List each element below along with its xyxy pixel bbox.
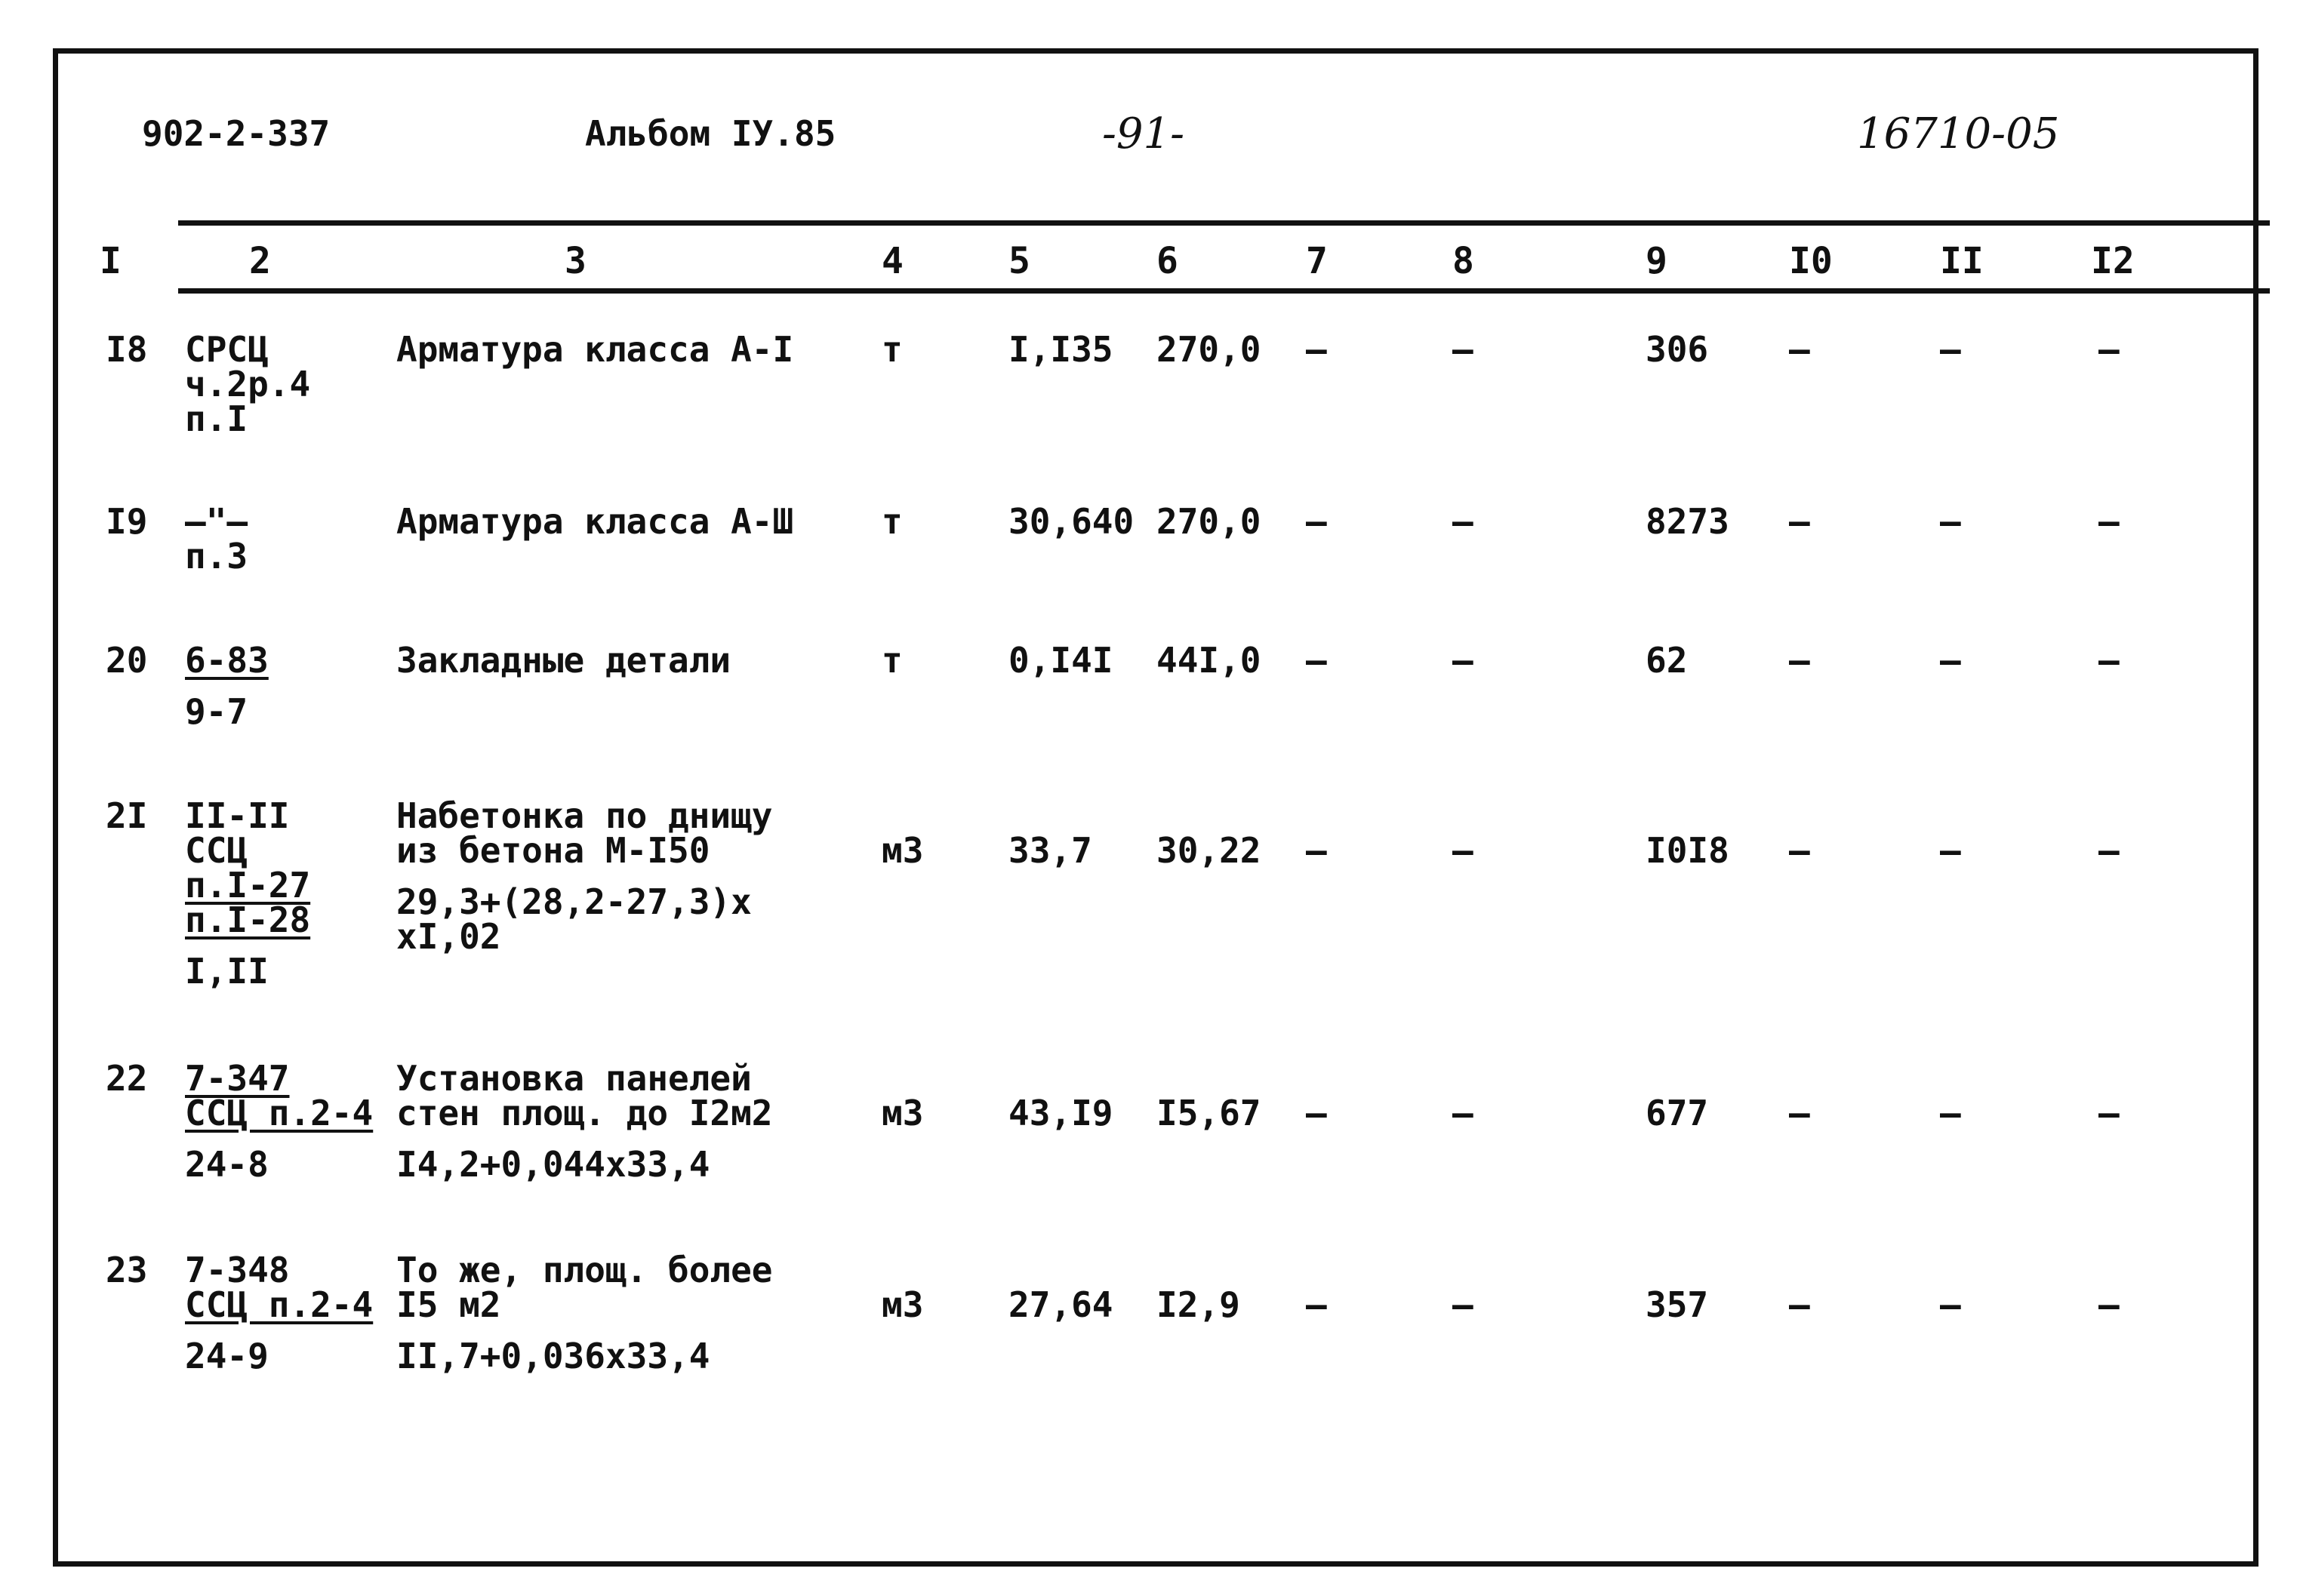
ref-line: 6-83 [185,640,269,681]
total-cell: 357 [1646,1284,1709,1325]
price-cell: 270,0 [1156,329,1261,370]
page-number: -91- [1102,109,1185,158]
col11-cell: – [1940,830,1961,871]
unit-cell: м3 [882,1284,924,1325]
row-number: I8 [106,329,148,370]
col-header: 6 [1156,240,1178,282]
col10-cell: – [1789,1093,1810,1133]
col10-cell: – [1789,501,1810,542]
description-line: Арматура класса А-I [396,329,794,370]
description-cell [396,329,794,370]
col-header: I [100,240,122,282]
ref-line: п.I-27 [185,865,311,906]
description-line: То же, площ. более [396,1250,773,1290]
description-line: Установка панелей [396,1058,752,1099]
row-number: 20 [106,640,148,681]
col10-cell: – [1789,640,1810,681]
ref-line: СРСЦ [185,329,269,370]
quantity-cell: 0,I4I [1008,640,1113,681]
ref-line: 24-9 [185,1336,269,1376]
col12-cell: – [2098,501,2120,542]
total-cell: 677 [1646,1093,1709,1133]
quantity-cell: 43,I9 [1008,1093,1113,1133]
header-rule-bottom [178,288,2270,294]
ref-line: ССЦ [185,830,248,871]
calculation-line: II,7+0,036х33,4 [396,1336,710,1376]
quantity-cell: 27,64 [1008,1284,1113,1325]
col-header: 2 [249,240,271,282]
reference-cell [185,329,311,439]
quantity-cell: 30,640 [1008,501,1135,542]
row-number: 2I [106,795,148,836]
col11-cell: – [1940,1093,1961,1133]
col-header: 3 [565,240,587,282]
col10-cell: – [1789,830,1810,871]
ref-line: ССЦ п.2-4 [185,1093,374,1133]
col7-cell: – [1306,640,1327,681]
ref-line: I,II [185,951,269,992]
reference-cell [185,501,248,577]
description-line: Арматура класса А-Ш [396,501,794,542]
document-code: 16710-05 [1857,109,2060,158]
col12-cell: – [2098,640,2120,681]
col-header: 5 [1008,240,1030,282]
price-cell: 270,0 [1156,501,1261,542]
col-header: I2 [2091,240,2135,282]
project-code: 902-2-337 [142,113,331,154]
reference-cell [185,795,311,992]
unit-cell: м3 [882,1093,924,1133]
header-rule-top [178,220,2270,226]
col-header: 8 [1452,240,1474,282]
album-label: Альбом IУ.85 [585,113,836,154]
col-header: 9 [1646,240,1667,282]
unit-cell: т [882,640,903,681]
ref-line: II-II [185,795,290,836]
col10-cell: – [1789,329,1810,370]
total-cell: 8273 [1646,501,1729,542]
description-line: стен площ. до I2м2 [396,1093,773,1133]
page-frame [53,48,2258,1567]
description-line: I5 м2 [396,1284,501,1325]
unit-cell: т [882,501,903,542]
col11-cell: – [1940,640,1961,681]
ref-line: 9-7 [185,691,248,732]
description-cell [396,1250,773,1376]
col8-cell: – [1452,1093,1473,1133]
ref-line: п.I-28 [185,899,311,940]
description-cell [396,501,794,542]
col12-cell: – [2098,1093,2120,1133]
description-cell [396,795,773,957]
unit-cell: т [882,329,903,370]
col7-cell: – [1306,329,1327,370]
col12-cell: – [2098,1284,2120,1325]
total-cell: 306 [1646,329,1709,370]
row-number: I9 [106,501,148,542]
description-line: Набетонка по днищу [396,795,773,836]
calculation-line: I4,2+0,044х33,4 [396,1144,710,1185]
ref-line: 7-348 [185,1250,290,1290]
ref-line: ч.2р.4 [185,364,311,404]
col7-cell: – [1306,501,1327,542]
col8-cell: – [1452,501,1473,542]
col10-cell: – [1789,1284,1810,1325]
total-cell: 62 [1646,640,1688,681]
price-cell: I2,9 [1156,1284,1240,1325]
reference-cell [185,640,269,732]
reference-cell [185,1058,374,1185]
col11-cell: – [1940,501,1961,542]
col-header: 7 [1306,240,1328,282]
col12-cell: – [2098,830,2120,871]
col8-cell: – [1452,640,1473,681]
description-cell [396,640,731,681]
total-cell: I0I8 [1646,830,1729,871]
ref-line: п.3 [185,536,248,577]
col7-cell: – [1306,830,1327,871]
col8-cell: – [1452,830,1473,871]
description-cell [396,1058,773,1185]
quantity-cell: 33,7 [1008,830,1092,871]
description-line: из бетона М-I50 [396,830,710,871]
price-cell: I5,67 [1156,1093,1261,1133]
row-number: 23 [106,1250,148,1290]
col-header: I0 [1789,240,1833,282]
ref-line: –"– [185,501,248,542]
reference-cell [185,1250,374,1376]
ref-line: 7-347 [185,1058,290,1099]
description-line: Закладные детали [396,640,731,681]
col8-cell: – [1452,1284,1473,1325]
price-cell: 30,22 [1156,830,1261,871]
ref-line: 24-8 [185,1144,269,1185]
col7-cell: – [1306,1093,1327,1133]
price-cell: 44I,0 [1156,640,1261,681]
col11-cell: – [1940,1284,1961,1325]
col-header: 4 [882,240,904,282]
col-header: II [1940,240,1984,282]
ref-line: ССЦ п.2-4 [185,1284,374,1325]
unit-cell: м3 [882,830,924,871]
col11-cell: – [1940,329,1961,370]
col7-cell: – [1306,1284,1327,1325]
col12-cell: – [2098,329,2120,370]
calculation-line: 29,3+(28,2-27,3)х [396,881,752,922]
ref-line: п.I [185,398,248,439]
quantity-cell: I,I35 [1008,329,1113,370]
col8-cell: – [1452,329,1473,370]
row-number: 22 [106,1058,148,1099]
calculation-line: хI,02 [396,916,501,957]
